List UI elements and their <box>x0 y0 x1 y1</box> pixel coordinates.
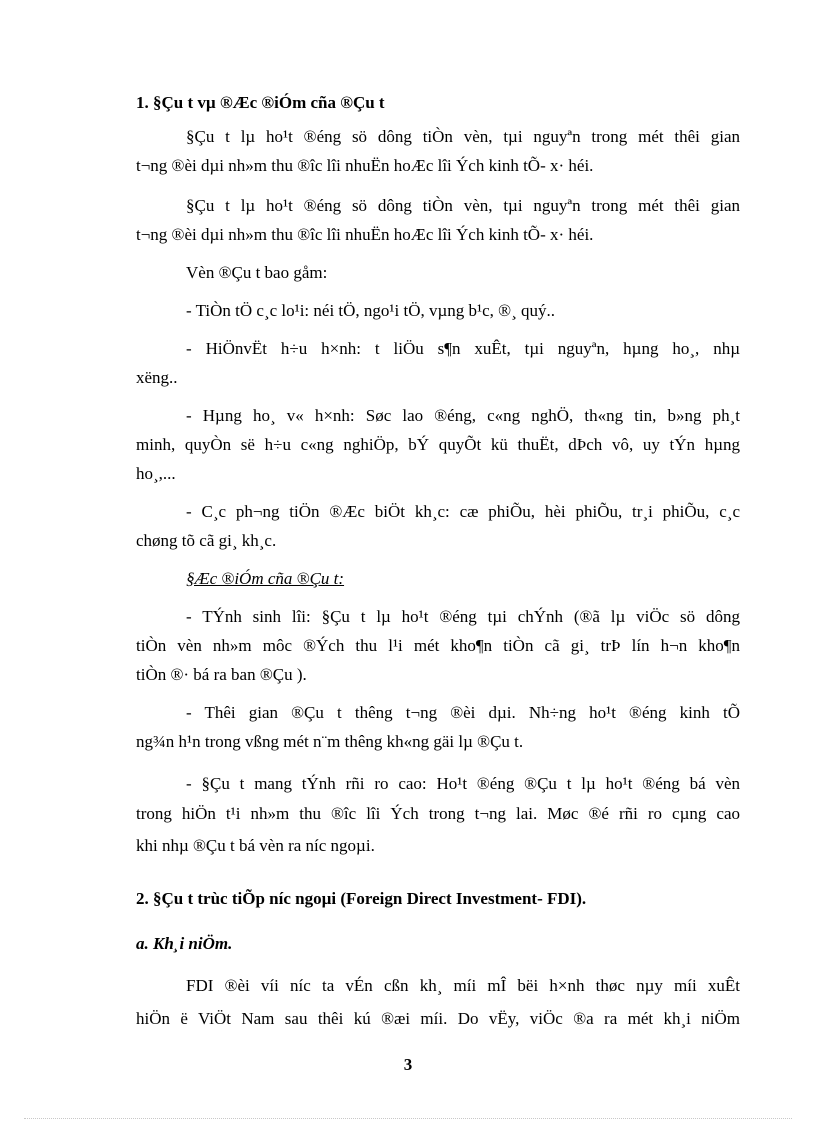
list-item-continuation: xëng.. <box>136 368 178 387</box>
list-item-continuation: tiÒn vèn nh»m môc ®Ých thu l¹i mét kho¶n tiÒn cã gi¸ trÞ lín h¬n kho¶n <box>136 636 740 655</box>
list-item-continuation: trong hiÖn t¹i nh»m thu ®îc lîi Ých trong t¬ng lai. Møc ®é rñi ro cµng cao <box>136 804 740 823</box>
list-item: - TiÒn tÖ c¸c lo¹i: néi tÖ, ngo¹i tÖ, vµng b¹c, ®¸ quý.. <box>186 301 556 320</box>
list-item: - Thêi gian ®Çu t thêng t¬ng ®èi dµi. Nh÷ng ho¹t ®éng kinh tÕ <box>186 703 740 722</box>
paragraph-line: hiÖn ë ViÖt Nam sau thêi kú ®æi míi. Do vËy, viÖc ®a ra mét kh¸i niÖm <box>136 1009 740 1028</box>
list-item: - HiÖnvËt h÷u h×nh: t liÖu s¶n xuÊt, tµi nguyªn, hµng ho¸, nhµ <box>186 339 740 358</box>
section-heading-1: 1. §Çu t vµ ®Æc ®iÓm cña ®Çu t <box>136 93 385 112</box>
list-item-continuation: chøng tõ cã gi¸ kh¸c. <box>136 531 277 550</box>
subsection-heading-concept: a. Kh¸i niÖm. <box>136 934 233 953</box>
list-item: - TÝnh sinh lîi: §Çu t lµ ho¹t ®éng tµi chÝnh (®ã lµ viÖc sö dông <box>186 607 740 626</box>
page-number: 3 <box>403 1055 413 1074</box>
paragraph-line: Vèn ®Çu t bao gåm: <box>186 263 328 282</box>
list-item: - C¸c ph¬ng tiÖn ®Æc biÖt kh¸c: cæ phiÕu, hèi phiÕu, tr¸i phiÕu, c¸c <box>186 502 740 521</box>
list-item-continuation: ng¾n h¹n trong vßng mét n¨m thêng kh«ng gäi lµ ®Çu t. <box>136 732 524 751</box>
list-item: - §Çu t mang tÝnh rñi ro cao: Ho¹t ®éng ®Çu t lµ ho¹t ®éng bá vèn <box>186 774 740 793</box>
list-item-continuation: khi nhµ ®Çu t bá vèn ra níc ngoµi. <box>136 836 375 855</box>
section-heading-2: 2. §Çu t trùc tiÕp níc ngoµi (Foreign Direct Investment- FDI). <box>136 889 587 908</box>
list-item: - Hµng ho¸ v« h×nh: Søc lao ®éng, c«ng nghÖ, th«ng tin, b»ng ph¸t <box>186 406 740 425</box>
paragraph-line: §Çu t lµ ho¹t ®éng sö dông tiÒn vèn, tµi nguyªn trong mét thêi gian <box>186 196 740 215</box>
paragraph-line: t¬ng ®èi dµi nh»m thu ®îc lîi nhuËn hoÆc lîi Ých kinh tÕ- x· héi. <box>136 225 594 244</box>
list-item-continuation: ho¸,... <box>136 464 176 483</box>
footer-divider <box>24 1118 792 1119</box>
paragraph-line: FDI ®èi víi níc ta vÉn cßn kh¸ míi mÎ bëi h×nh thøc nµy míi xuÊt <box>186 976 740 995</box>
list-item-continuation: tiÒn ®· bá ra ban ®Çu ). <box>136 665 307 684</box>
subsection-heading-features: §Æc ®iÓm cña ®Çu t: <box>186 569 345 588</box>
paragraph-line: t¬ng ®èi dµi nh»m thu ®îc lîi nhuËn hoÆc lîi Ých kinh tÕ- x· héi. <box>136 156 594 175</box>
paragraph-line: §Çu t lµ ho¹t ®éng sö dông tiÒn vèn, tµi nguyªn trong mét thêi gian <box>186 127 740 146</box>
list-item-continuation: minh, quyÒn së h÷u c«ng nghiÖp, bÝ quyÕt kü thuËt, dÞch vô, uy tÝn hµng <box>136 435 740 454</box>
